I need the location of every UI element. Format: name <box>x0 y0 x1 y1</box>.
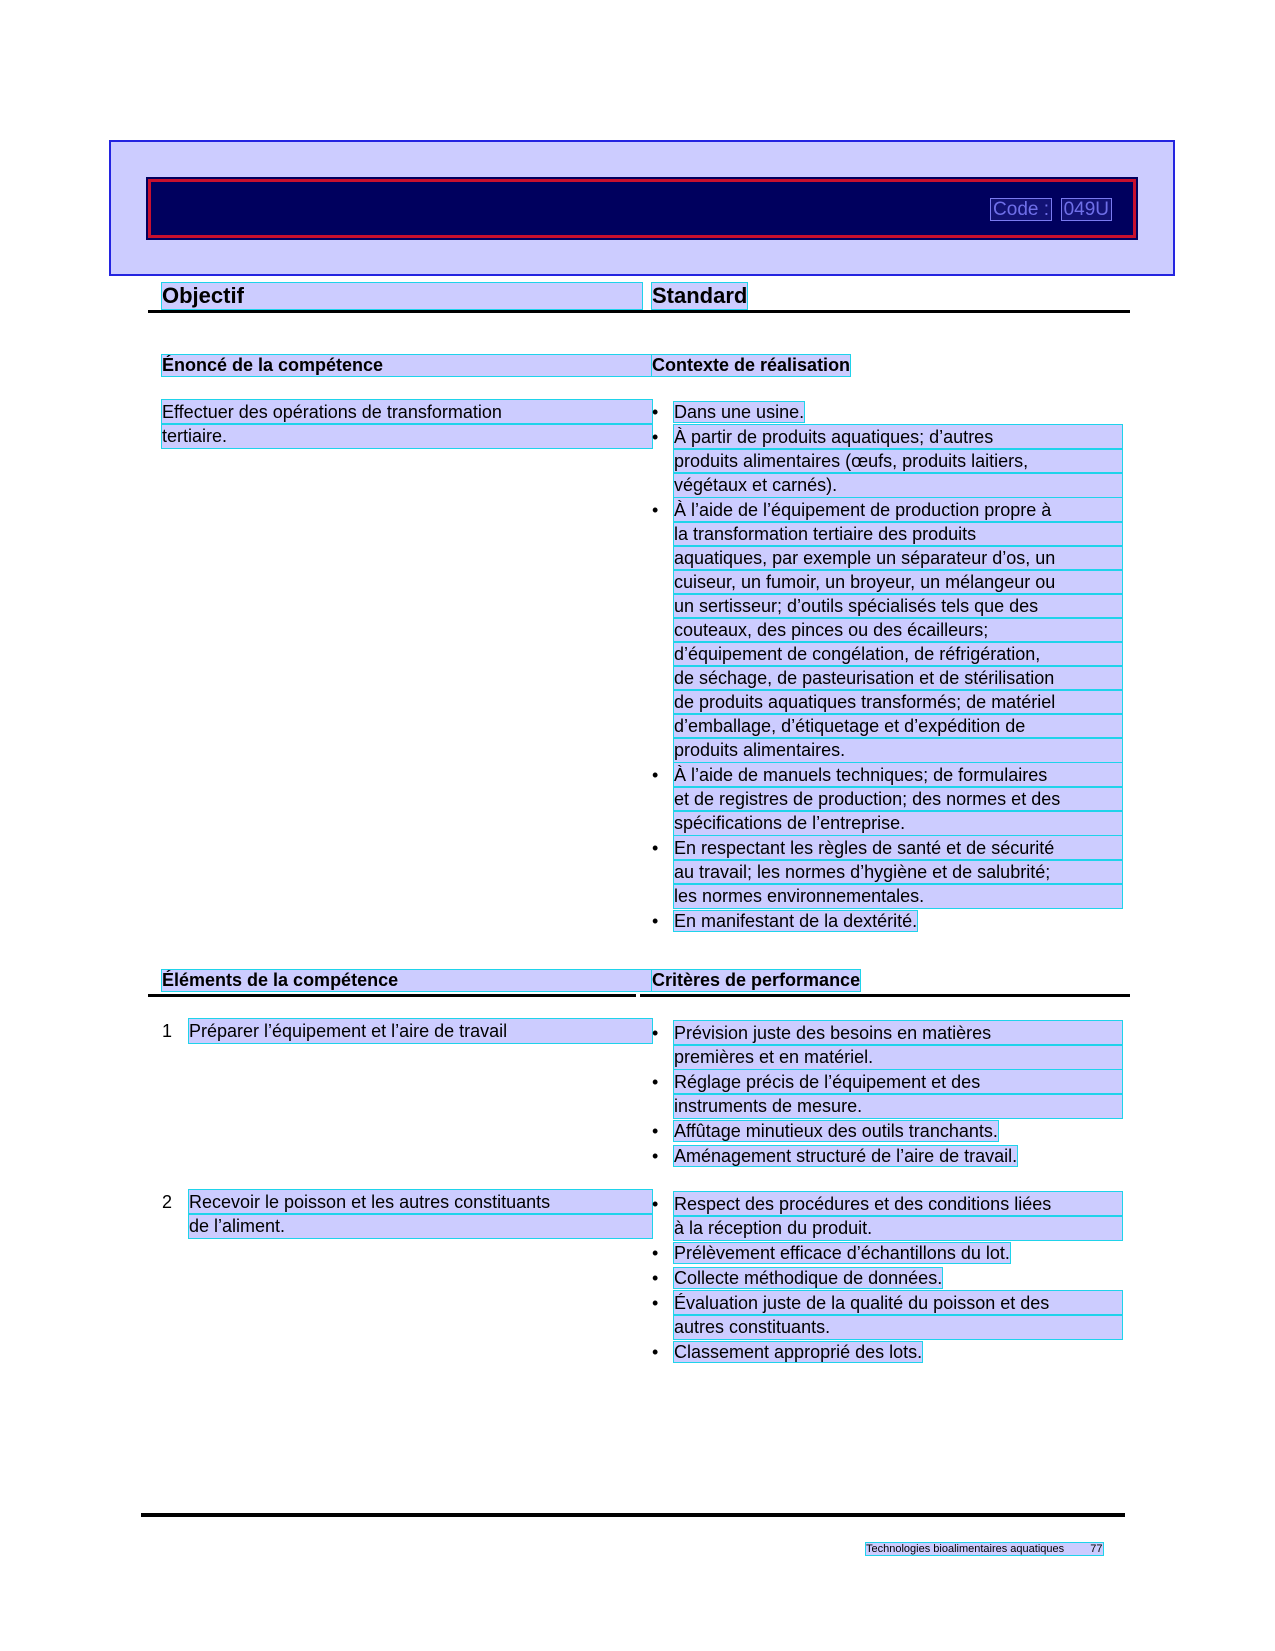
context-item: • À l’aide de l’équipement de production propre à la transformation tertiaire des produits aquatiques, par exemple un séparateur d’os, un cuiseur, un fumoir, un broyeur, un mélangeur ou un sertisseur; d’outils spécialisés tels que des couteaux, des pinces ou des écailleurs; d’équipement de congélation, de réfrigération, de séchage, de pasteurisation et de stérilisation de produits aquatiques transformés; de matériel d’emballage, d’étiquetage et d’expédition de produits alimentaires. <box>652 498 1122 762</box>
statement-line: tertiaire. <box>162 424 652 448</box>
code-value: 049U <box>1063 199 1109 220</box>
criteria-list-1 <box>652 1021 1122 1169</box>
element-1 <box>162 1019 652 1043</box>
footer-rule <box>141 1513 1125 1517</box>
element-number: 1 <box>162 1021 173 1041</box>
criteria-rule <box>640 994 1130 997</box>
context-item: • À l’aide de manuels techniques; de formulaires et de registres de production; des normes et des spécifications de l’entreprise. <box>652 763 1122 835</box>
context-item: • En respectant les règles de santé et de sécurité au travail; les normes d’hygiène et de salubrité; les normes environnementales. <box>652 836 1122 908</box>
element-text: Recevoir le poisson et les autres constituants <box>189 1190 652 1214</box>
criterion: • Classement approprié des lots. <box>652 1340 1122 1364</box>
element-text: de l’aliment. <box>189 1214 652 1238</box>
criterion: • Prélèvement efficace d’échantillons du lot. <box>652 1241 1122 1265</box>
criterion: • Respect des procédures et des conditions liées à la réception du produit. <box>652 1192 1122 1240</box>
context-heading: Contexte de réalisation <box>652 355 851 375</box>
context-item: • Dans une usine. <box>652 400 1122 424</box>
criteria-list-2 <box>652 1192 1122 1365</box>
context-list <box>652 400 1122 934</box>
context-item: • En manifestant de la dextérité. <box>652 909 1122 933</box>
criterion: • Évaluation juste de la qualité du poisson et des autres constituants. <box>652 1291 1122 1339</box>
footer-program: Technologies bioalimentaires aquatiques <box>866 1543 1065 1555</box>
criterion: • Collecte méthodique de données. <box>652 1266 1122 1290</box>
competence-statement <box>162 400 652 448</box>
criterion: • Prévision juste des besoins en matières premières et en matériel. <box>652 1021 1122 1069</box>
statement-line: Effectuer des opérations de transformation <box>162 400 652 424</box>
elements-heading: Éléments de la compétence <box>162 970 652 991</box>
element-number: 2 <box>162 1192 173 1212</box>
criteria-heading: Critères de performance <box>652 970 861 990</box>
competency-code <box>991 199 1111 221</box>
criterion: • Affûtage minutieux des outils tranchants. <box>652 1119 1122 1143</box>
context-item: • À partir de produits aquatiques; d’autres produits alimentaires (œufs, produits laitiers, végétaux et carnés). <box>652 425 1122 497</box>
element-text: Préparer l’équipement et l’aire de travail <box>189 1019 652 1043</box>
footer-page-number: 77 <box>1090 1543 1103 1555</box>
statement-heading: Énoncé de la compétence <box>162 355 652 376</box>
criterion: • Aménagement structuré de l’aire de travail. <box>652 1144 1122 1168</box>
objective-heading: Objectif <box>162 283 642 309</box>
standard-heading: Standard <box>652 283 748 308</box>
header-banner <box>148 179 1136 238</box>
code-label: Code : <box>993 199 1050 220</box>
criterion: • Réglage précis de l’équipement et des instruments de mesure. <box>652 1070 1122 1118</box>
element-2 <box>162 1190 652 1238</box>
header-rule <box>148 310 1130 313</box>
page-footer <box>866 1543 1103 1555</box>
elements-rule <box>148 994 636 997</box>
